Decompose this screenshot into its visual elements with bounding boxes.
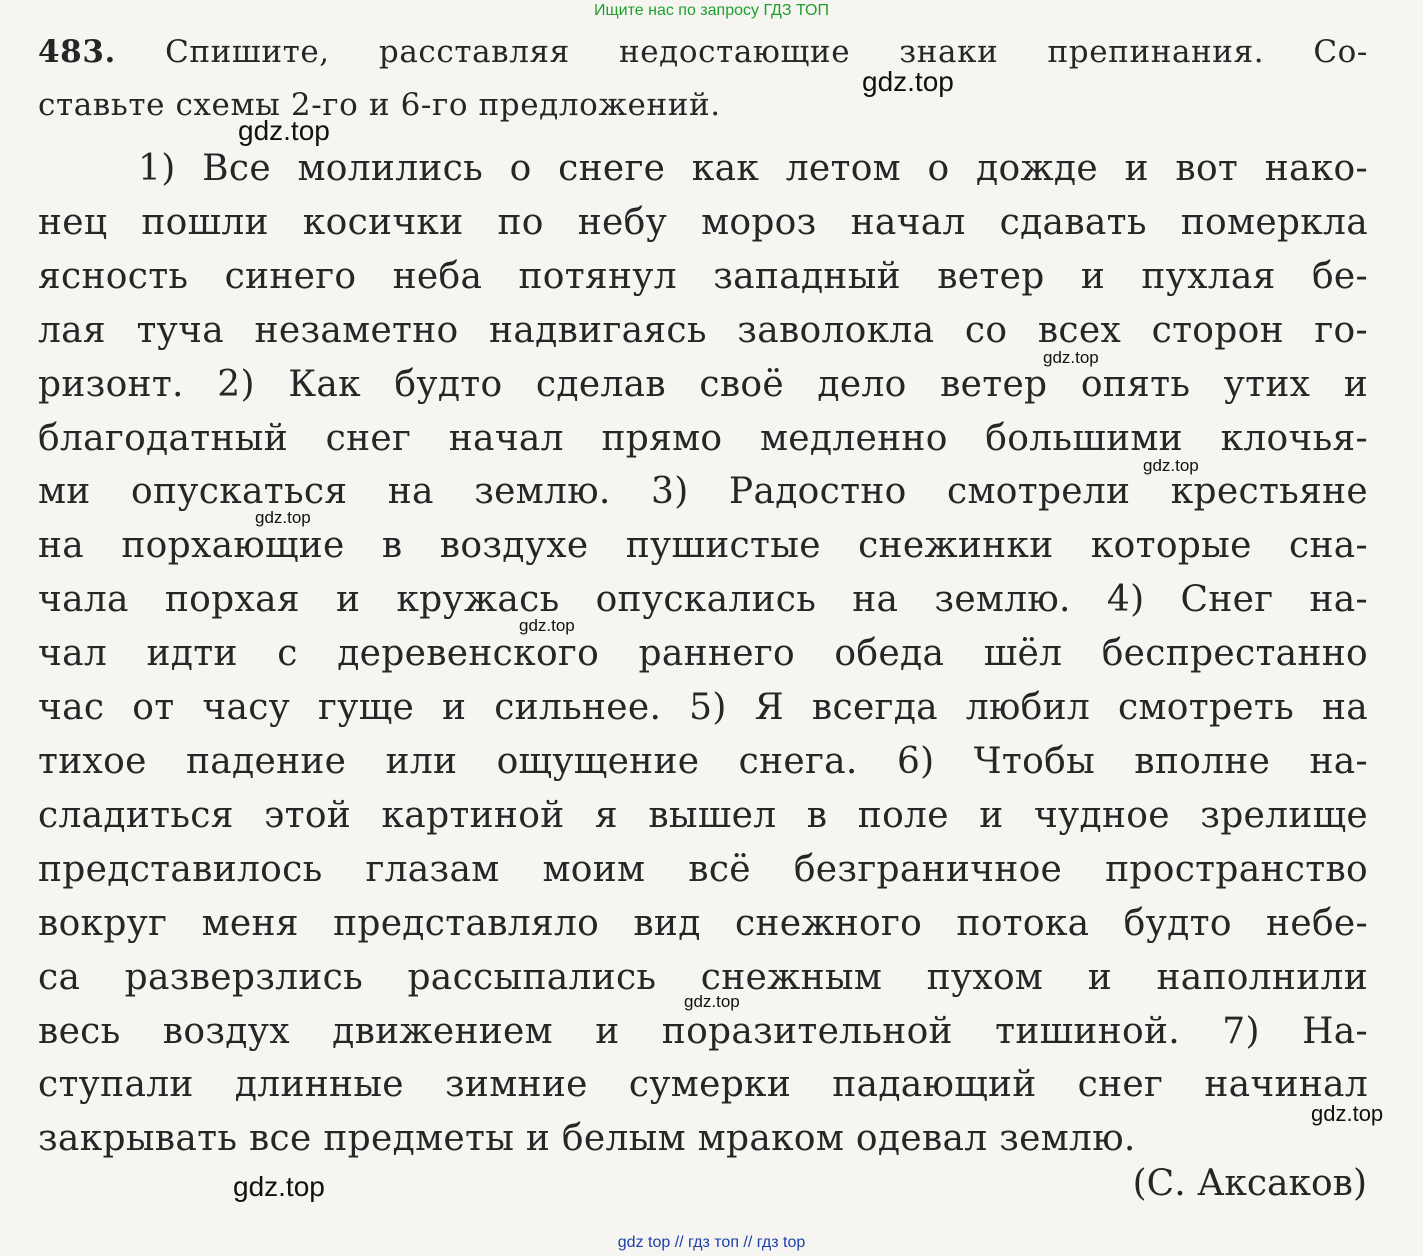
- watermark: gdz.top: [238, 115, 330, 146]
- text-line: са разверзлись рассыпались снежным пухом и наполнили: [38, 956, 1368, 998]
- top-banner: Ищите нас по запросу ГДЗ ТОП: [594, 2, 829, 19]
- text-line: ми опускаться на землю. 3) Радостно смотрели крестьяне: [38, 471, 1368, 513]
- text-line: тихое падение или ощущение снега. 6) Чтобы вполне на-: [38, 740, 1368, 782]
- watermark: gdz.top: [255, 508, 311, 527]
- text-line: нец пошли косички по небу мороз начал сдавать померкла: [38, 201, 1368, 243]
- text-line: лая туча незаметно надвигаясь заволокла со всех сторон го-: [38, 309, 1368, 351]
- text-line: весь воздух движением и поразительной тишиной. 7) На-: [38, 1010, 1368, 1052]
- task-header-line-1: 483. Спишите, расставляя недостающие знаки препинания. Со-: [38, 34, 1368, 70]
- text-line: ясность синего неба потянул западный ветер и пухлая бе-: [38, 255, 1368, 297]
- text-line: ступали длинные зимние сумерки падающий снег начинал: [38, 1064, 1368, 1106]
- text-line: час от часу гуще и сильнее. 5) Я всегда любил смотреть на: [38, 687, 1368, 729]
- watermark: gdz.top: [1143, 456, 1199, 475]
- text-line: 1) Все молились о снеге как летом о дожде и вот нако-: [138, 148, 1368, 189]
- task-header-line-2: ставьте схемы 2-го и 6-го предложений.: [38, 87, 721, 123]
- text-line: закрывать все предметы и белым мраком одевал землю.: [38, 1118, 1136, 1160]
- watermark: gdz.top: [519, 616, 575, 635]
- watermark: gdz.top: [1043, 348, 1099, 367]
- text-line: сладиться этой картиной я вышел в поле и чудное зрелище: [38, 794, 1368, 836]
- watermark: gdz.top: [862, 66, 954, 97]
- text-line: чала порхая и кружась опускались на землю. 4) Снег на-: [38, 579, 1368, 621]
- text-line: чал идти с деревенского раннего обеда шёл беспрестанно: [38, 633, 1368, 675]
- exercise-text: [38, 142, 1368, 1166]
- text-line: вокруг меня представляло вид снежного потока будто небе-: [38, 902, 1368, 944]
- author-attribution: (С. Аксаков): [1132, 1163, 1367, 1204]
- text-line: на порхающие в воздухе пушистые снежинки которые сна-: [38, 525, 1368, 567]
- text-line: представилось глазам моим всё безграничное пространство: [38, 848, 1368, 890]
- text-line: благодатный снег начал прямо медленно большими клочья-: [38, 417, 1368, 459]
- watermark: gdz.top: [684, 992, 740, 1011]
- text-line: ризонт. 2) Как будто сделав своё дело ветер опять утих и: [38, 363, 1368, 405]
- bottom-banner: gdz top // гдз топ // гдз top: [617, 1234, 806, 1251]
- watermark: gdz.top: [1311, 1101, 1384, 1126]
- watermark: gdz.top: [233, 1171, 325, 1202]
- task-number: 483.: [38, 34, 116, 70]
